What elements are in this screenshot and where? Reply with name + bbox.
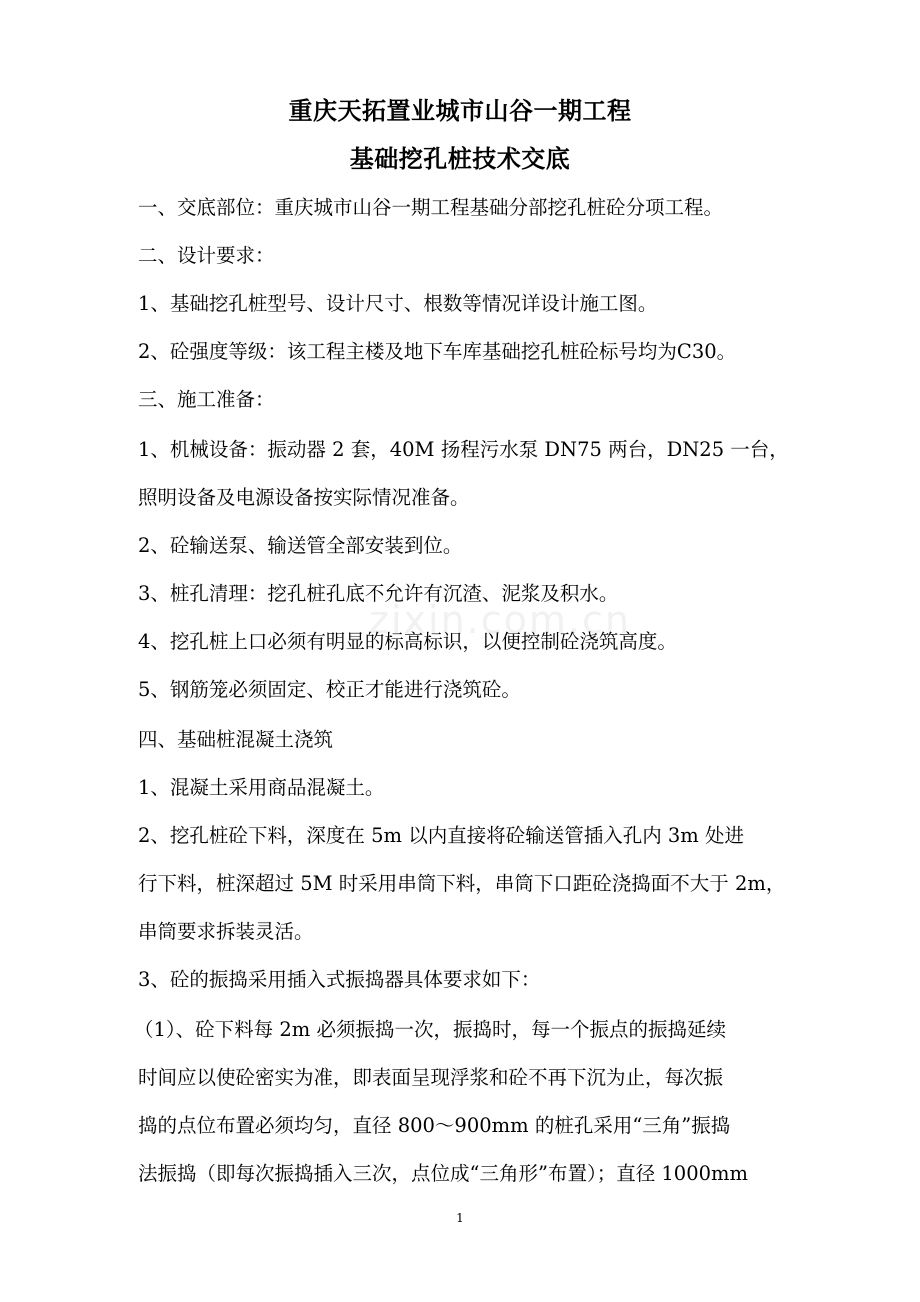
text-line: 法振捣（即每次振捣插入三次，点位成“三角形”布置）；直径 1000mm	[138, 1162, 748, 1185]
text-line: 3、砼的振捣采用插入式振捣器具体要求如下：	[138, 968, 541, 991]
text-line: 四、基础桩混凝土浇筑	[138, 728, 334, 751]
text-line: 捣的点位布置必须均匀，直径 800～900mm 的桩孔采用“三角”振捣	[138, 1114, 731, 1137]
document-title-line2: 基础挖孔桩技术交底	[349, 145, 571, 173]
text-line: 3、桩孔清理：挖孔桩孔底不允许有沉渣、泥浆及积水。	[138, 582, 619, 605]
document-title-line1: 重庆天拓置业城市山谷一期工程	[288, 97, 632, 125]
text-line: 2、挖孔桩砼下料，深度在 5m 以内直接将砼输送管插入孔内 3m 处进	[138, 824, 744, 847]
text-line: 4、挖孔桩上口必须有明显的标高标识，以便控制砼浇筑高度。	[138, 630, 677, 653]
text-line: 1、机械设备：振动器 2 套，40M 扬程污水泵 DN75 两台，DN25 一台，	[138, 438, 789, 461]
text-line: 串筒要求拆装灵活。	[138, 920, 314, 943]
page-number: 1	[456, 1211, 464, 1225]
text-line: 5、钢筋笼必须固定、校正才能进行浇筑砼。	[138, 678, 521, 701]
text-line: 二、设计要求：	[138, 244, 275, 267]
text-line: 1、混凝土采用商品混凝土。	[138, 776, 385, 799]
text-line: 2、砼输送泵、输送管全部安装到位。	[138, 534, 463, 557]
text-line: 2、砼强度等级：该工程主楼及地下车库基础挖孔桩砼标号均为C30。	[138, 340, 737, 363]
text-line: 1、基础挖孔桩型号、设计尺寸、根数等情况详设计施工图。	[138, 292, 658, 315]
watermark: zixin.com.cn	[369, 598, 631, 642]
text-line: 时间应以使砼密实为准，即表面呈现浮浆和砼不再下沉为止，每次振	[138, 1066, 724, 1089]
text-line: 行下料，桩深超过 5M 时采用串筒下料，串筒下口距砼浇捣面不大于 2m，	[138, 872, 786, 895]
text-line: （1）、砼下料每 2m 必须振捣一次，振捣时，每一个振点的振捣延续	[134, 1018, 726, 1041]
text-line: 三、施工准备：	[138, 388, 275, 411]
text-line: 一、交底部位：重庆城市山谷一期工程基础分部挖孔桩砼分项工程。	[138, 196, 724, 219]
text-line: 照明设备及电源设备按实际情况准备。	[138, 486, 470, 509]
